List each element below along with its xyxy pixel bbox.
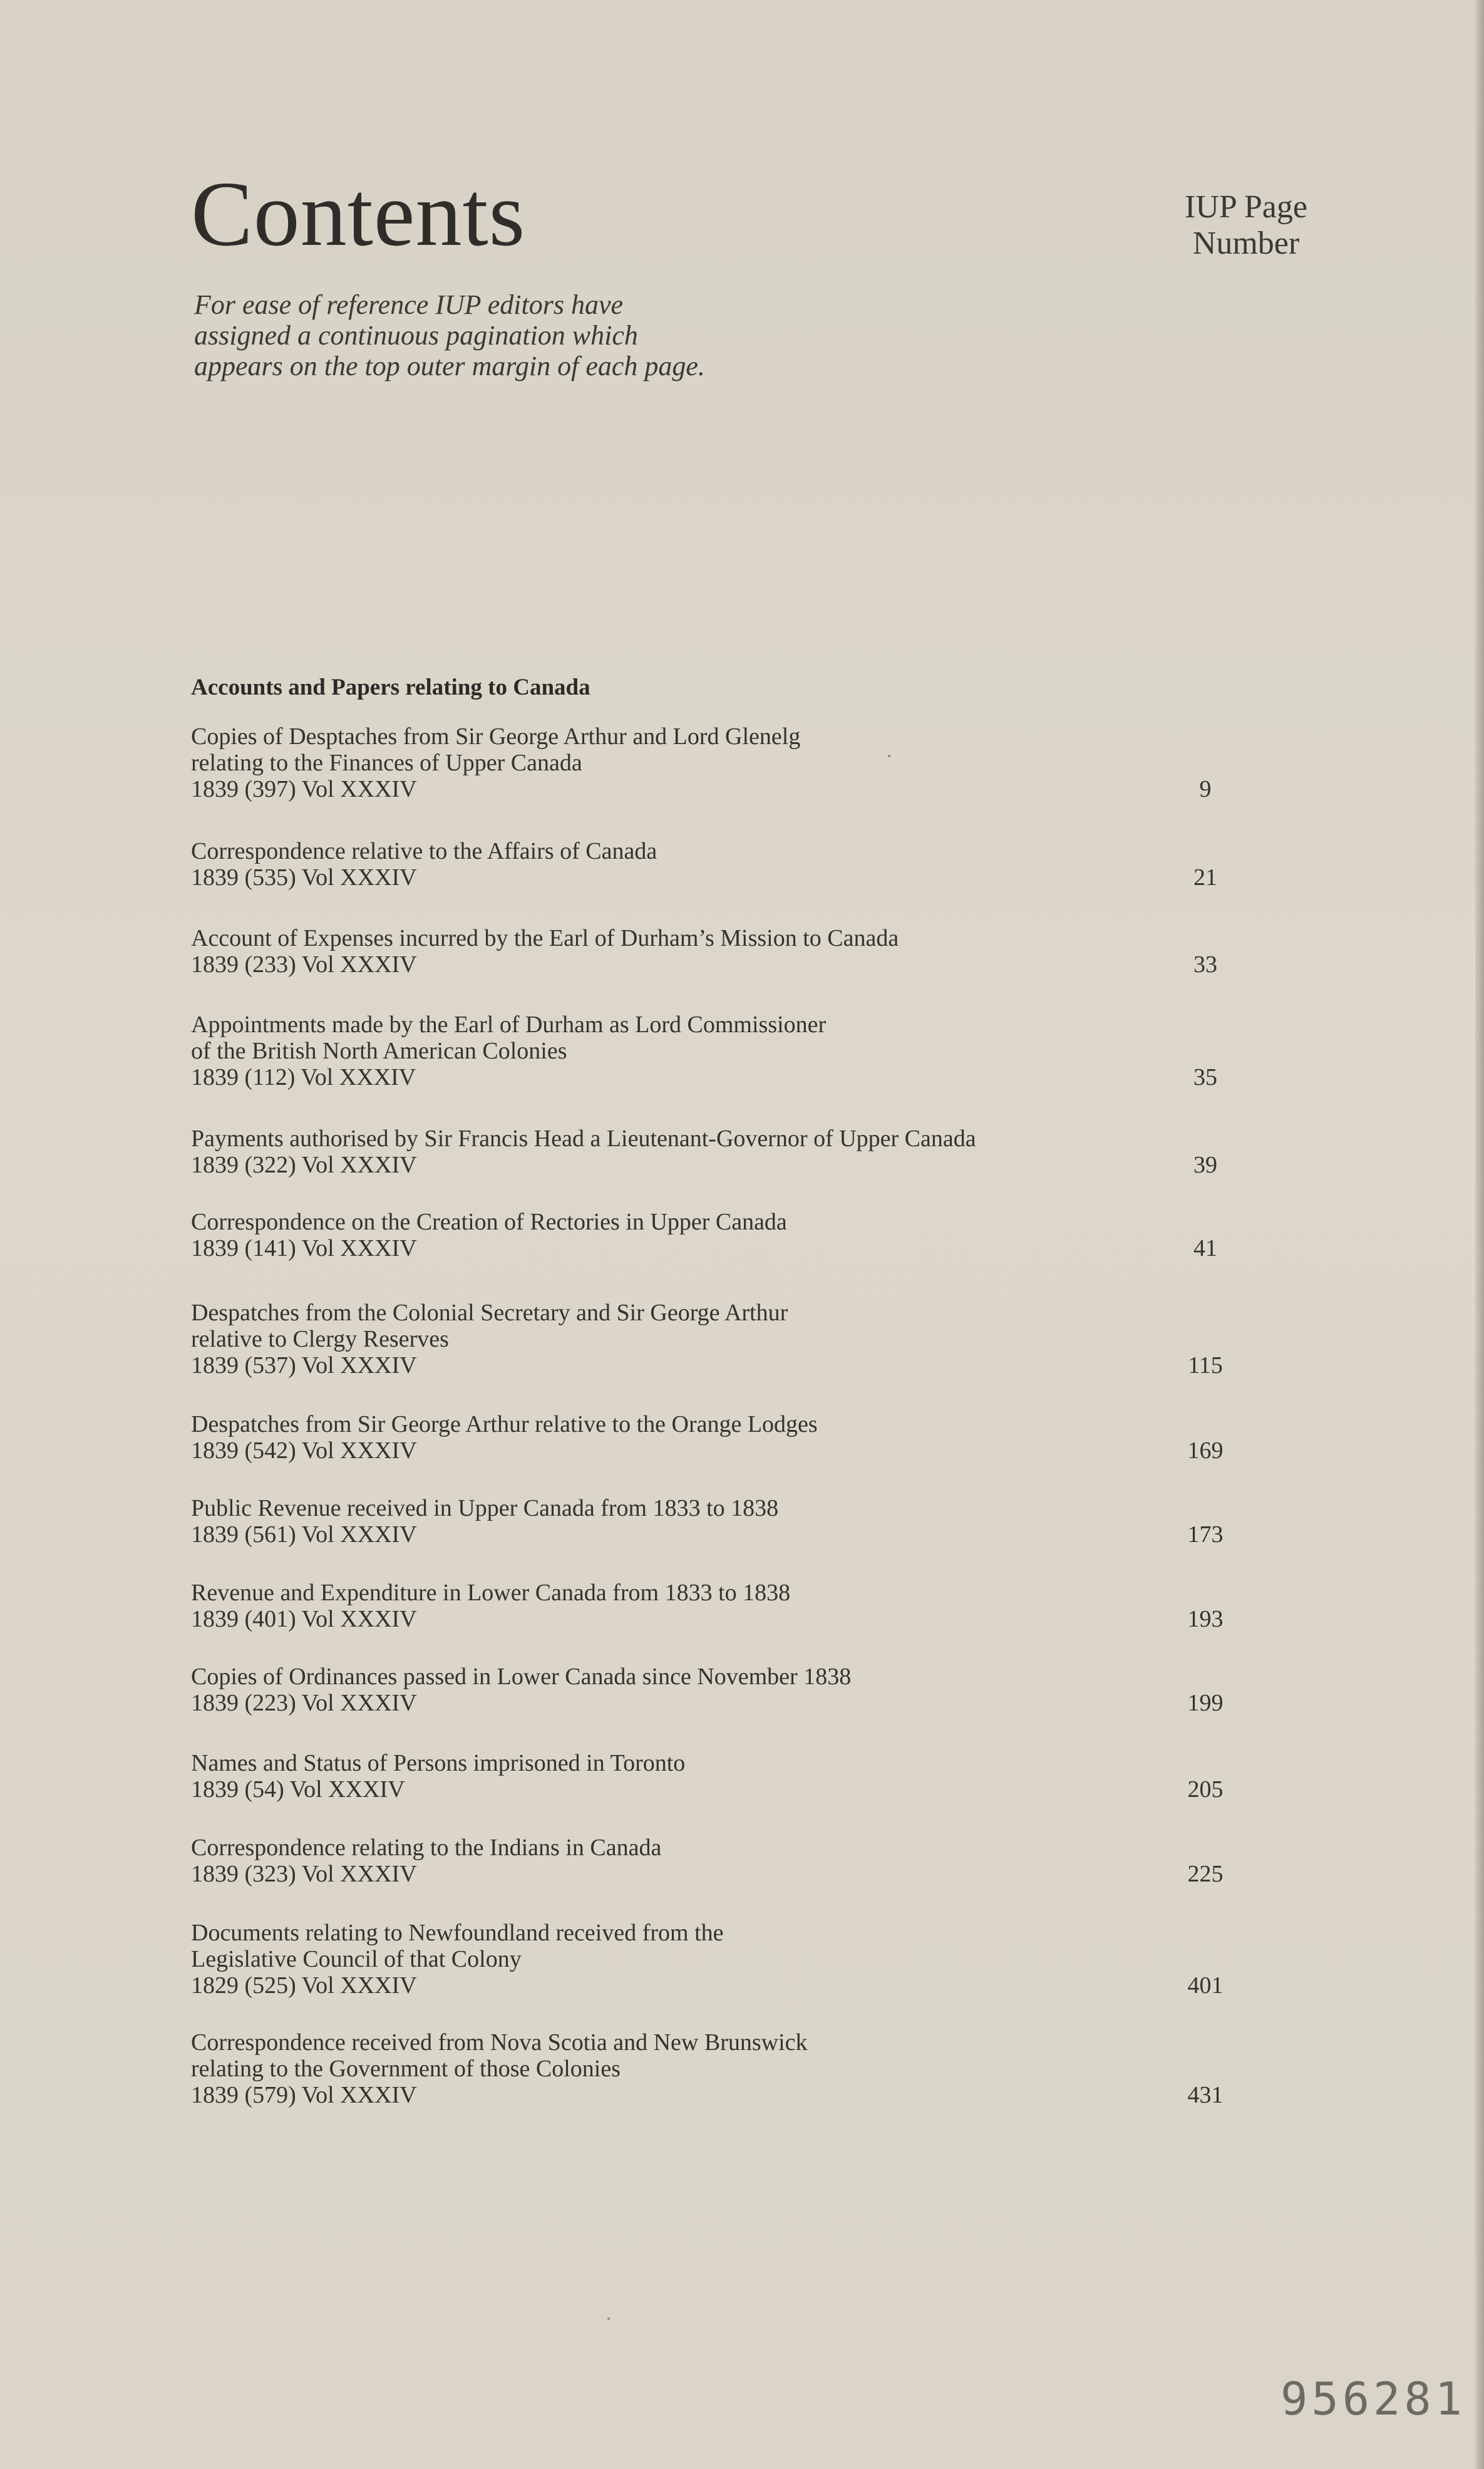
contents-entry [191,1750,1268,1803]
entry-page-number: 35 [1193,1064,1217,1090]
entry-title-line: relating to the Finances of Upper Canada [191,750,582,776]
intro-line: For ease of reference IUP editors have [194,289,624,320]
page-title: Contents [191,163,526,266]
header-line: IUP Page [1185,189,1307,225]
contents-entry [191,1580,1268,1632]
contents-entry [191,1920,1268,1999]
entry-page-number: 21 [1193,864,1217,891]
intro-line: appears on the top outer margin of each page. [194,351,705,381]
entry-citation: 1839 (397) Vol XXXIV [191,776,417,802]
entry-title-line: Correspondence relative to the Affairs of Canada [191,838,657,864]
entry-page-number: 173 [1187,1521,1224,1548]
entry-citation: 1839 (537) Vol XXXIV [191,1352,417,1379]
contents-entry [191,1411,1268,1464]
contents-entry [191,723,1268,802]
entry-page-number: 115 [1188,1352,1223,1379]
entry-citation: 1839 (542) Vol XXXIV [191,1437,417,1464]
entry-citation: 1839 (561) Vol XXXIV [191,1521,417,1548]
entry-title-line: Legislative Council of that Colony [191,1946,522,1972]
entry-title-line: relating to the Government of those Colonies [191,2056,621,2082]
entry-citation: 1839 (579) Vol XXXIV [191,2082,417,2108]
entry-title-line: of the British North American Colonies [191,1038,567,1064]
entry-title-line: Names and Status of Persons imprisoned in Toronto [191,1750,686,1776]
contents-entry [191,925,1268,978]
entry-title-line: Copies of Ordinances passed in Lower Canada since November 1838 [191,1664,852,1690]
entry-page-number: 199 [1187,1690,1224,1716]
contents-entry [191,1126,1268,1178]
entry-title-line: Payments authorised by Sir Francis Head a Lieutenant-Governor of Upper Canada [191,1126,976,1152]
entry-page-number: 39 [1193,1152,1217,1178]
entry-citation: 1839 (322) Vol XXXIV [191,1152,417,1178]
entry-title-line: relative to Clergy Reserves [191,1326,449,1352]
intro-line: assigned a continuous pagination which [194,320,638,351]
contents-entry [191,2029,1268,2108]
entry-citation: 1839 (535) Vol XXXIV [191,864,417,891]
intro-note [194,289,758,381]
entry-title-line: Despatches from the Colonial Secretary and Sir George Arthur [191,1300,788,1326]
paper-speck [888,755,890,757]
entry-page-number: 41 [1193,1235,1217,1261]
entry-citation: 1839 (112) Vol XXXIV [191,1064,416,1090]
entry-title-line: Correspondence received from Nova Scotia and New Brunswick [191,2029,808,2056]
entry-title-line: Correspondence on the Creation of Rectories in Upper Canada [191,1209,787,1235]
contents-entry [191,1835,1268,1887]
catalog-number: 956281 [1280,2373,1466,2425]
contents-entry [191,1012,1268,1090]
entry-page-number: 9 [1199,776,1212,802]
entry-citation: 1839 (54) Vol XXXIV [191,1776,405,1803]
page-number-column-header [1152,189,1340,262]
page-edge [1475,0,1484,2469]
entry-page-number: 169 [1187,1437,1224,1464]
entry-title-line: Account of Expenses incurred by the Earl of Durham’s Mission to Canada [191,925,899,951]
entry-title-line: Despatches from Sir George Arthur relative to the Orange Lodges [191,1411,818,1437]
entry-title-line: Public Revenue received in Upper Canada from 1833 to 1838 [191,1495,779,1521]
entry-title-line: Correspondence relating to the Indians in Canada [191,1835,662,1861]
entry-citation: 1829 (525) Vol XXXIV [191,1972,417,1999]
entry-page-number: 193 [1187,1606,1224,1632]
contents-entry [191,1300,1268,1379]
entry-title-line: Copies of Desptaches from Sir George Arthur and Lord Glenelg [191,723,801,750]
entry-page-number: 401 [1187,1972,1224,1999]
header-line: Number [1192,225,1300,261]
entry-page-number: 431 [1187,2082,1224,2108]
entry-citation: 1839 (223) Vol XXXIV [191,1690,417,1716]
entry-title-line: Documents relating to Newfoundland received from the [191,1920,724,1946]
section-heading: Accounts and Papers relating to Canada [191,675,590,700]
entry-title-line: Revenue and Expenditure in Lower Canada from 1833 to 1838 [191,1580,791,1606]
entry-citation: 1839 (401) Vol XXXIV [191,1606,417,1632]
paper-speck [607,2317,610,2320]
entry-page-number: 33 [1193,951,1217,978]
entry-citation: 1839 (141) Vol XXXIV [191,1235,417,1261]
contents-entry [191,838,1268,891]
entry-page-number: 225 [1187,1861,1224,1887]
entry-citation: 1839 (323) Vol XXXIV [191,1861,417,1887]
contents-entry [191,1664,1268,1716]
contents-entry [191,1209,1268,1261]
entry-title-line: Appointments made by the Earl of Durham as Lord Commissioner [191,1012,827,1038]
entry-page-number: 205 [1187,1776,1224,1803]
contents-entry [191,1495,1268,1548]
entry-citation: 1839 (233) Vol XXXIV [191,951,417,978]
